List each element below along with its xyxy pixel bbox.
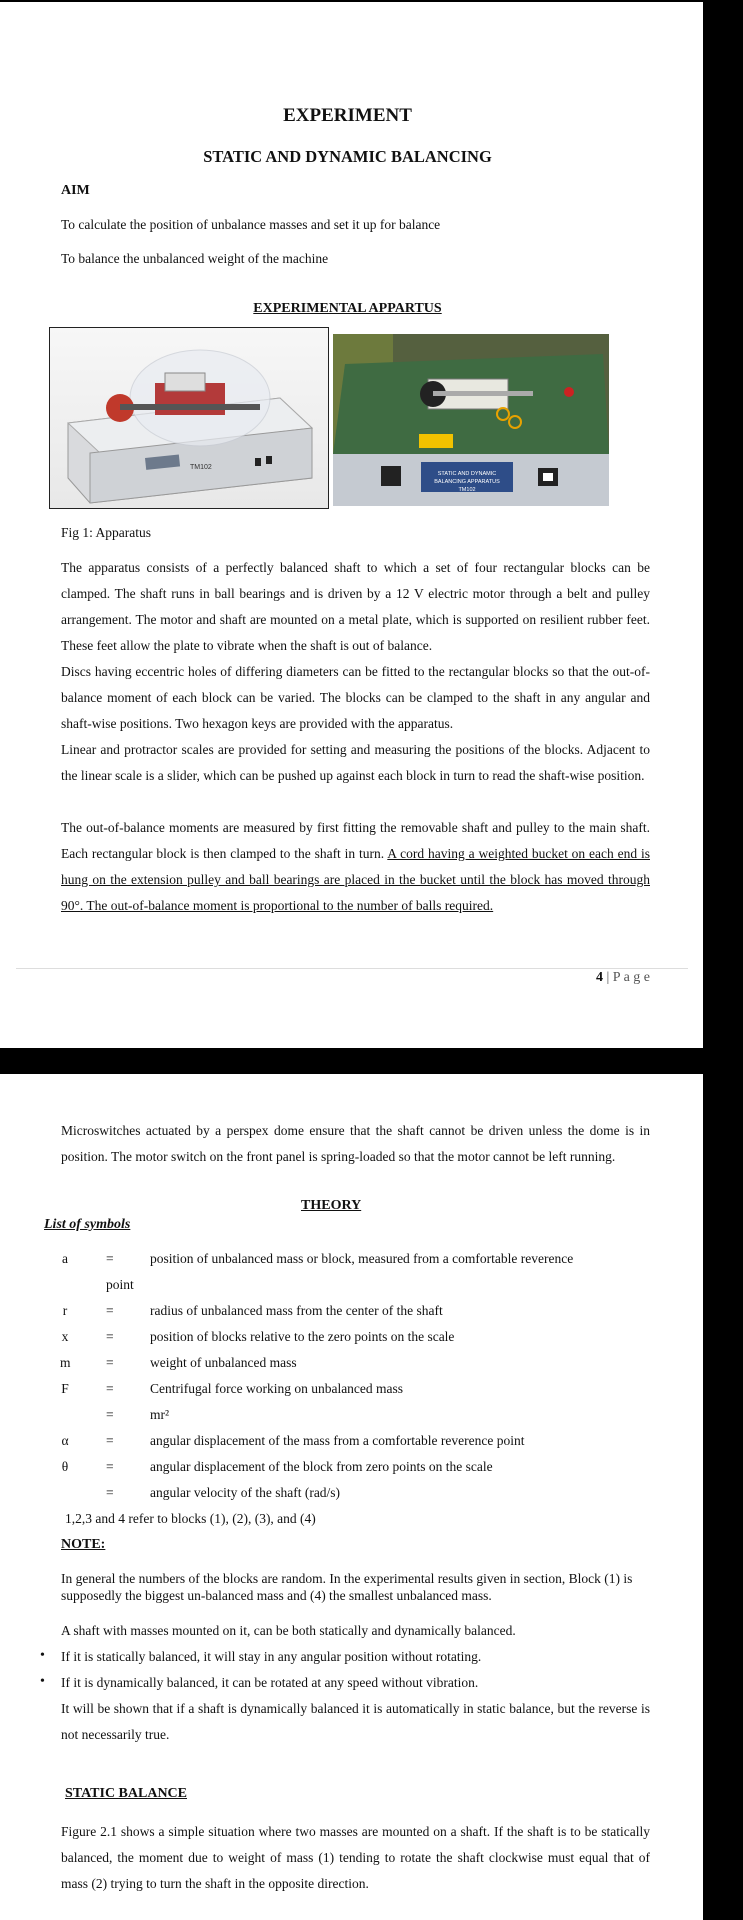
symbol-f-desc: Centrifugal force working on unbalanced mass [150,1381,404,1396]
paragraph-dynamic-static: It will be shown that if a shaft is dynamically balanced it is automatically in static balance, but the reverse is not necessarily true. [61,1701,650,1742]
symbol-theta-eq: = [106,1459,114,1474]
figure-caption: Fig 1: Apparatus [61,525,151,540]
bullet-marker-2: • [40,1674,45,1689]
symbol-x-eq: = [106,1329,114,1344]
bullet-dynamic: If it is dynamically balanced, it can be rotated at any speed without vibration. [61,1675,479,1690]
symbol-a: a [62,1251,68,1266]
symbol-x: x [61,1329,69,1344]
symbol-r: r [62,1303,68,1318]
symbol-m-eq: = [106,1355,114,1370]
footer-divider [16,968,688,969]
paragraph-out-of-balance-underlined: A cord having a weighted bucket on each end is hung on the extension pulley and ball bearings are placed in the bucket until the block has moved through 90°. The out-of-balance moment is proportional to the number of balls required. [61,846,650,913]
symbol-alpha-eq: = [106,1433,114,1448]
document-page-1 [0,2,703,1048]
symbol-x-desc: position of blocks relative to the zero points on the scale [150,1329,455,1344]
symbol-a-desc: position of unbalanced mass or block, measured from a comfortable reverence [150,1251,574,1266]
apparatus-label-right-line2: BALANCING APPARATUS TM102 [434,479,500,493]
apparatus-illustration-left [50,328,328,508]
apparatus-photo-left [49,327,329,509]
theory-heading: THEORY [301,1198,362,1213]
bullet-marker-1: • [40,1648,45,1663]
symbol-m-desc: weight of unbalanced mass [150,1355,297,1370]
apparatus-label-right-line1: STATIC AND DYNAMIC [437,471,497,477]
apparatus-heading: EXPERIMENTAL APPARTUS [253,301,442,316]
symbol-r-eq: = [106,1303,114,1318]
shaft-balance-line: A shaft with masses mounted on it, can be both statically and dynamically balanced. [61,1623,516,1638]
page-number-value: 4 [595,970,603,985]
page-number: 4 | P a g e [595,970,650,985]
symbol-omega-eq: = [106,1485,114,1500]
symbol-mr2-desc: mr² [150,1407,170,1422]
paragraph-apparatus-description: The apparatus consists of a perfectly balanced shaft to which a set of four rectangular blocks can be clamped. The shaft runs in ball bearings and is driven by a 12 V electric motor through a belt and pulley arrangement. The motor and shaft are mounted on a metal plate, which is supported on resilient rubber feet. These feet allow the plate to vibrate when the shaft is out of balance. [61,560,650,653]
symbol-a-eq: = [106,1251,114,1266]
symbol-r-desc: radius of unbalanced mass from the center of the shaft [150,1303,443,1318]
aim-line-2: To balance the unbalanced weight of the machine [61,251,329,266]
apparatus-photo-right [333,334,609,506]
symbols-heading: List of symbols [44,1217,131,1232]
bullet-static: If it is statically balanced, it will stay in any angular position without rotating. [61,1649,482,1664]
symbol-alpha-desc: angular displacement of the mass from a comfortable reverence point [150,1433,525,1448]
page-number-word: P a g e [612,970,650,985]
symbol-f: F [61,1381,69,1396]
aim-line-1: To calculate the position of unbalance masses and set it up for balance [61,217,441,232]
apparatus-label-right [425,470,509,494]
paragraph-scales: Linear and protractor scales are provided for setting and measuring the positions of the blocks. Adjacent to the linear scale is a slider, which can be pushed up against each block in turn to read the shaft-wise position. [61,742,650,783]
apparatus-label-left: TM102 [190,464,212,471]
experiment-subtitle: STATIC AND DYNAMIC BALANCING [203,147,492,166]
aim-heading: AIM [61,183,90,198]
paragraph-static-balance: Figure 2.1 shows a simple situation where two masses are mounted on a shaft. If the shaft is to be statically balanced, the moment due to weight of mass (1) tending to rotate the shaft clockwise must equal that of mass (2) trying to turn the shaft in the opposite direction. [61,1824,650,1891]
static-balance-heading: STATIC BALANCE [65,1786,188,1801]
paragraph-discs: Discs having eccentric holes of differing diameters can be fitted to the rectangular blocks so that the out-of-balance moment of each block can be varied. The blocks can be clamped to the shaft in any angular and shaft-wise positions. Two hexagon keys are provided with the apparatus. [61,664,650,731]
symbol-m: m [60,1355,71,1370]
blocks-reference-line: 1,2,3 and 4 refer to blocks (1), (2), (3), and (4) [65,1511,316,1526]
paragraph-out-of-balance-plain: The out-of-balance moments are measured by first fitting the removable shaft and pulley to the main shaft. Each rectangular block is then clamped to the shaft in turn. [61,820,650,861]
symbol-omega-desc: angular velocity of the shaft (rad/s) [150,1485,341,1500]
note-heading: NOTE: [61,1537,106,1552]
symbol-alpha: α [61,1433,69,1448]
paragraph-out-of-balance [61,815,650,919]
symbol-theta-desc: angular displacement of the block from zero points on the scale [150,1459,493,1474]
experiment-title: EXPERIMENT [283,105,412,126]
symbol-mr2-eq: = [106,1407,114,1422]
note-text: In general the numbers of the blocks are random. In the experimental results given in section, Block (1) is supposedly the biggest un-balanced mass and (4) the smallest unbalanced mass. [61,1571,633,1603]
symbol-f-eq: = [106,1381,114,1396]
document-page-2 [0,1074,703,1920]
paragraph-microswitches: Microswitches actuated by a perspex dome ensure that the shaft cannot be driven unless the dome is in position. The motor switch on the front panel is spring-loaded so that the motor cannot be left running. [61,1123,650,1164]
symbol-theta: θ [61,1459,69,1474]
symbol-continuation: point [106,1277,134,1292]
